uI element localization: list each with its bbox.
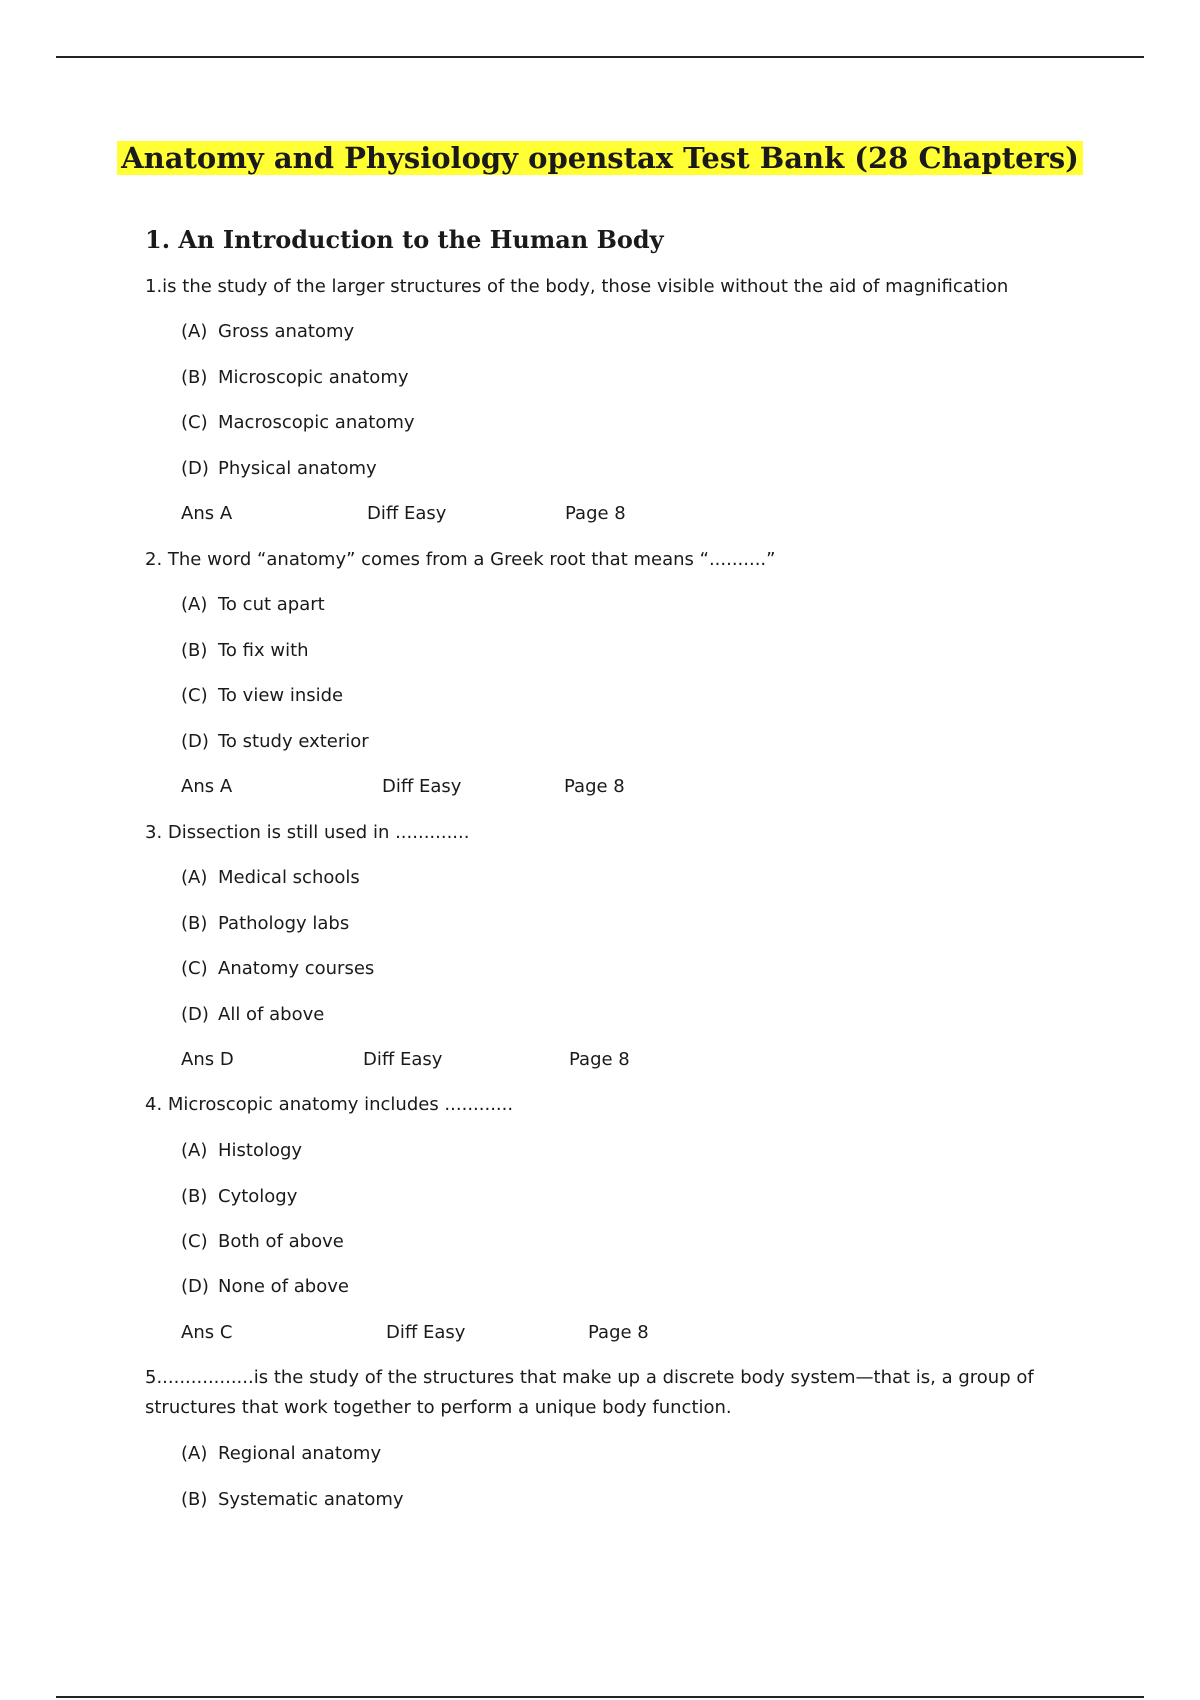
question-1-option-b <box>181 363 409 393</box>
option-letter: (A) <box>181 1443 208 1464</box>
option-text: To view inside <box>218 685 344 706</box>
option-letter: (B) <box>181 1489 208 1510</box>
difficulty-label: Diff Easy <box>363 1049 443 1070</box>
option-text: Systematic anatomy <box>218 1489 404 1510</box>
document-title-text: Anatomy and Physiology openstax Test Bank (28 Chapters) <box>117 141 1083 175</box>
answer-label: Ans C <box>181 1322 233 1343</box>
option-letter: (D) <box>181 731 209 752</box>
difficulty-label: Diff Easy <box>386 1322 466 1343</box>
question-3-option-c <box>181 954 374 984</box>
option-text: Gross anatomy <box>218 321 355 342</box>
option-letter: (A) <box>181 321 208 342</box>
option-text: None of above <box>218 1276 349 1297</box>
answer-label: Ans A <box>181 776 233 797</box>
question-4-option-d <box>181 1272 349 1302</box>
question-4-option-b <box>181 1182 297 1212</box>
option-letter: (D) <box>181 1004 209 1025</box>
option-letter: (C) <box>181 958 208 979</box>
answer-label: Ans D <box>181 1049 234 1070</box>
question-3-text: 3. Dissection is still used in ............. <box>145 822 470 843</box>
option-text: Anatomy courses <box>218 958 375 979</box>
option-text: Regional anatomy <box>218 1443 382 1464</box>
question-4-option-a <box>181 1136 302 1166</box>
option-letter: (A) <box>181 1140 208 1161</box>
option-letter: (D) <box>181 458 209 479</box>
document-title <box>0 138 1200 178</box>
question-2-option-a <box>181 590 325 620</box>
question-2-option-c <box>181 681 343 711</box>
option-text: Physical anatomy <box>218 458 377 479</box>
question-1-option-a <box>181 317 354 347</box>
option-text: Microscopic anatomy <box>218 367 409 388</box>
option-text: Cytology <box>218 1186 298 1207</box>
difficulty-label: Diff Easy <box>367 503 447 524</box>
question-4-option-c <box>181 1227 344 1257</box>
option-letter: (B) <box>181 913 208 934</box>
question-1-option-c <box>181 408 415 438</box>
option-text: Medical schools <box>218 867 360 888</box>
answer-label: Ans A <box>181 503 233 524</box>
question-3-option-a <box>181 863 360 893</box>
question-2-option-b <box>181 636 309 666</box>
page-top-rule <box>56 56 1144 58</box>
question-1-text: 1.is the study of the larger structures of the body, those visible without the aid of magnification <box>145 276 1009 297</box>
page-ref-label: Page 8 <box>565 503 626 524</box>
option-letter: (C) <box>181 685 208 706</box>
difficulty-label: Diff Easy <box>382 776 462 797</box>
option-text: Macroscopic anatomy <box>218 412 415 433</box>
chapter-heading: 1. An Introduction to the Human Body <box>145 225 664 254</box>
question-2-text: 2. The word “anatomy” comes from a Greek root that means “..........” <box>145 549 776 570</box>
question-4-text: 4. Microscopic anatomy includes ............ <box>145 1094 514 1115</box>
option-letter: (A) <box>181 594 208 615</box>
option-text: To fix with <box>218 640 309 661</box>
option-letter: (B) <box>181 367 208 388</box>
question-3-option-b <box>181 909 349 939</box>
question-5-option-a <box>181 1439 381 1469</box>
option-text: To study exterior <box>218 731 369 752</box>
question-5-text: 5.................is the study of the structures that make up a discrete body system—that is, a group of structures that work together to perform a unique body function. <box>145 1367 1034 1418</box>
option-letter: (A) <box>181 867 208 888</box>
page-ref-label: Page 8 <box>569 1049 630 1070</box>
option-letter: (B) <box>181 1186 208 1207</box>
option-text: All of above <box>218 1004 325 1025</box>
option-letter: (D) <box>181 1276 209 1297</box>
question-1-option-d <box>181 454 377 484</box>
option-text: Pathology labs <box>218 913 350 934</box>
question-3-option-d <box>181 1000 324 1030</box>
option-text: To cut apart <box>218 594 325 615</box>
option-letter: (B) <box>181 640 208 661</box>
page-ref-label: Page 8 <box>588 1322 649 1343</box>
question-2-option-d <box>181 727 369 757</box>
option-letter: (C) <box>181 412 208 433</box>
option-letter: (C) <box>181 1231 208 1252</box>
page-bottom-rule <box>56 1696 1144 1698</box>
page-ref-label: Page 8 <box>564 776 625 797</box>
option-text: Histology <box>218 1140 303 1161</box>
option-text: Both of above <box>218 1231 344 1252</box>
question-5-option-b <box>181 1485 404 1515</box>
